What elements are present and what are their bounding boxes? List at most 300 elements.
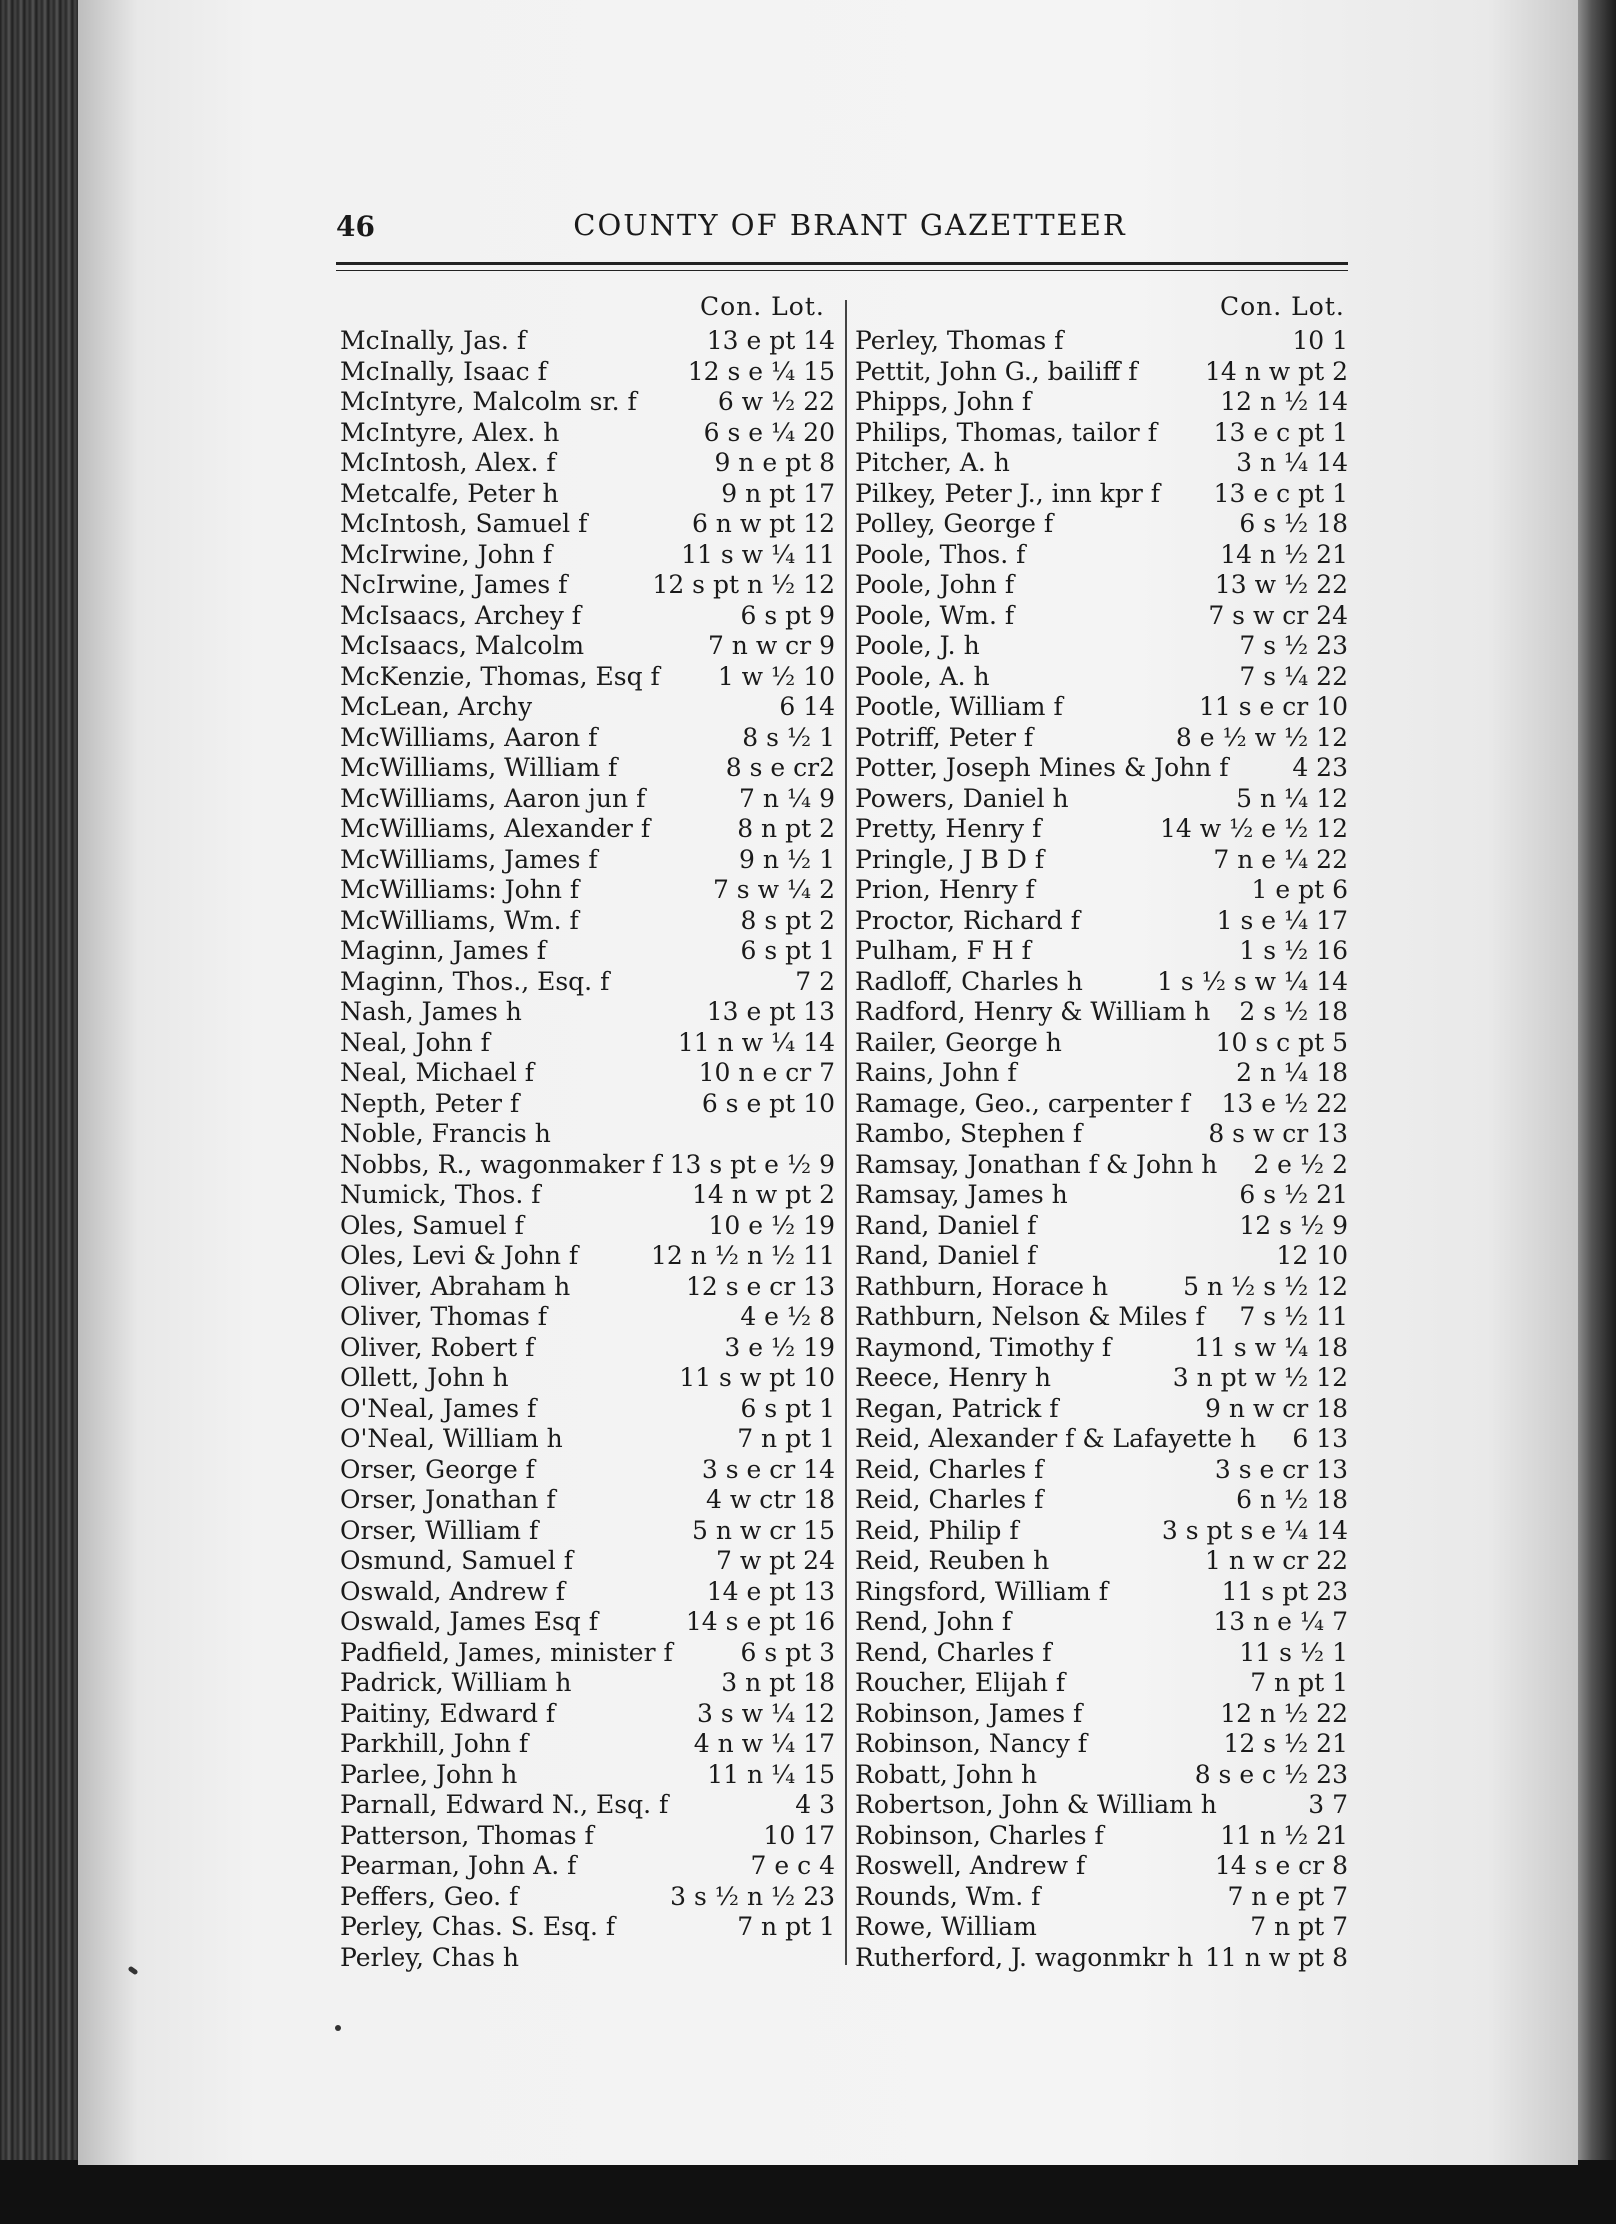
entry-name: McLean, Archy	[340, 692, 533, 721]
entry-name: Rains, John f	[855, 1058, 1017, 1087]
directory-entry	[855, 845, 1348, 876]
entry-con-lot: 13 e pt 14	[706, 326, 835, 355]
directory-entry	[340, 1668, 835, 1699]
entry-name: Robatt, John h	[855, 1759, 1038, 1789]
entry-con-lot: 11 n ¼ 15	[707, 1759, 835, 1789]
directory-entry	[855, 387, 1348, 418]
directory-entry	[340, 1150, 835, 1181]
directory-entry	[340, 1028, 835, 1059]
entry-con-lot: 3 n ¼ 14	[1236, 448, 1348, 477]
directory-entry	[855, 509, 1348, 540]
header-rule-thin	[336, 270, 1348, 271]
directory-entry	[855, 1821, 1348, 1852]
directory-entry	[340, 1485, 835, 1516]
entry-con-lot: 11 s pt 23	[1221, 1576, 1348, 1606]
directory-entry	[855, 479, 1348, 510]
entry-name: Reid, Charles f	[855, 1454, 1044, 1484]
directory-entry	[340, 1211, 835, 1242]
entry-con-lot: 10 17	[763, 1820, 835, 1850]
entry-name: McWilliams, Alexander f	[340, 814, 651, 843]
entry-name: McIsaacs, Malcolm	[340, 631, 585, 660]
entry-name: Poole, J. h	[855, 631, 980, 660]
entry-con-lot: 4 e ½ 8	[740, 1302, 835, 1331]
entry-con-lot: 7 e c 4	[750, 1851, 835, 1880]
entry-con-lot: 14 n ½ 21	[1220, 539, 1348, 569]
entry-con-lot: 1 s ½ s w ¼ 14	[1157, 966, 1348, 996]
directory-entry	[855, 1912, 1348, 1943]
directory-entry	[855, 1424, 1348, 1455]
entry-con-lot: 7 n pt 1	[1250, 1668, 1348, 1697]
entry-name: McInally, Jas. f	[340, 326, 527, 355]
entry-con-lot: 7 n e pt 7	[1227, 1881, 1348, 1911]
directory-entry	[340, 418, 835, 449]
directory-entry	[340, 1333, 835, 1364]
entry-con-lot: 3 s pt s e ¼ 14	[1161, 1515, 1348, 1545]
directory-entry	[340, 387, 835, 418]
entry-con-lot: 1 s ½ 16	[1239, 936, 1348, 965]
entry-con-lot: 8 s w cr 13	[1208, 1119, 1348, 1148]
entry-name: Osmund, Samuel f	[340, 1546, 573, 1575]
entry-name: Pilkey, Peter J., inn kpr f	[855, 478, 1161, 508]
entry-name: Poole, John f	[855, 570, 1015, 599]
ink-dot	[335, 2025, 341, 2031]
entry-name: Robinson, Charles f	[855, 1820, 1104, 1850]
entry-con-lot: 3 n pt 18	[721, 1668, 835, 1697]
directory-entry	[855, 1607, 1348, 1638]
directory-entry	[340, 1577, 835, 1608]
directory-entry	[855, 1272, 1348, 1303]
directory-entry	[855, 1638, 1348, 1669]
entry-con-lot: 6 s pt 1	[740, 1393, 835, 1423]
entry-con-lot: 8 s ½ 1	[742, 722, 835, 752]
directory-entry	[340, 1394, 835, 1425]
entry-con-lot: 6 s ½ 18	[1239, 509, 1348, 538]
entry-name: Perley, Chas. S. Esq. f	[340, 1912, 616, 1941]
entry-con-lot: 14 e pt 13	[706, 1576, 835, 1606]
entry-con-lot: 4 3	[795, 1790, 835, 1819]
entry-name: Radloff, Charles h	[855, 966, 1083, 996]
entry-name: McWilliams: John f	[340, 875, 580, 904]
entry-con-lot: 8 e ½ w ½ 12	[1175, 722, 1348, 752]
entry-name: NcIrwine, James f	[340, 570, 568, 599]
entry-con-lot: 10 s c pt 5	[1215, 1027, 1348, 1057]
entry-con-lot: 6 s e pt 10	[701, 1088, 835, 1118]
entry-name: Nash, James h	[340, 997, 522, 1026]
entry-name: Roucher, Elijah f	[855, 1668, 1066, 1697]
entry-con-lot: 3 s e cr 13	[1214, 1454, 1348, 1484]
entry-name: McIntosh, Samuel f	[340, 509, 588, 538]
directory-entry	[855, 326, 1348, 357]
entry-name: Numick, Thos. f	[340, 1180, 541, 1209]
entry-con-lot: 7 n pt 1	[737, 1912, 835, 1941]
entry-name: Pretty, Henry f	[855, 814, 1042, 843]
directory-entry	[855, 1790, 1348, 1821]
directory-entry	[340, 753, 835, 784]
entry-name: Neal, John f	[340, 1027, 490, 1057]
entry-con-lot: 7 w pt 24	[715, 1546, 835, 1575]
entry-name: Maginn, James f	[340, 936, 547, 965]
entry-con-lot: 6 s ½ 21	[1239, 1180, 1348, 1209]
entry-name: McIsaacs, Archey f	[340, 600, 582, 630]
directory-entry	[855, 723, 1348, 754]
entry-name: Perley, Chas h	[340, 1942, 519, 1972]
directory-entry	[855, 1516, 1348, 1547]
directory-entry	[855, 1302, 1348, 1333]
column-divider	[845, 300, 847, 1965]
directory-entry	[855, 1363, 1348, 1394]
entry-con-lot: 6 n w pt 12	[691, 509, 835, 538]
entry-name: Orser, William f	[340, 1515, 539, 1545]
directory-entry	[340, 1851, 835, 1882]
entry-con-lot: 2 s ½ 18	[1239, 997, 1348, 1026]
directory-entry	[855, 631, 1348, 662]
directory-entry	[855, 814, 1348, 845]
directory-entry	[855, 448, 1348, 479]
entry-name: Poole, Wm. f	[855, 600, 1015, 630]
entry-con-lot: 9 n pt 17	[721, 478, 835, 508]
directory-entry	[340, 570, 835, 601]
entry-name: Polley, George f	[855, 509, 1054, 538]
entry-name: Ramsay, James h	[855, 1180, 1068, 1209]
entry-con-lot: 13 e ½ 22	[1221, 1088, 1348, 1118]
directory-entry	[855, 1455, 1348, 1486]
entry-name: Ramage, Geo., carpenter f	[855, 1088, 1190, 1118]
directory-entry	[855, 1546, 1348, 1577]
directory-entry	[340, 1729, 835, 1760]
entry-name: Metcalfe, Peter h	[340, 478, 559, 508]
entry-name: Parnall, Edward N., Esq. f	[340, 1790, 669, 1819]
entry-name: Pearman, John A. f	[340, 1851, 577, 1880]
entry-name: Oles, Samuel f	[340, 1210, 524, 1240]
directory-entry	[855, 875, 1348, 906]
entry-name: Oliver, Robert f	[340, 1332, 535, 1362]
directory-entry	[340, 326, 835, 357]
entry-con-lot: 11 s w pt 10	[679, 1363, 835, 1392]
entry-con-lot: 11 n w ¼ 14	[677, 1027, 835, 1057]
entry-name: Reid, Philip f	[855, 1515, 1019, 1545]
right-column-entries	[855, 326, 1348, 1973]
entry-con-lot: 3 n pt w ½ 12	[1172, 1363, 1348, 1392]
entry-con-lot: 5 n w cr 15	[692, 1515, 835, 1545]
directory-entry	[340, 1607, 835, 1638]
directory-entry	[855, 1577, 1348, 1608]
directory-entry	[340, 967, 835, 998]
entry-con-lot: 11 s ½ 1	[1239, 1637, 1348, 1667]
entry-name: Rathburn, Horace h	[855, 1271, 1109, 1301]
entry-name: Rambo, Stephen f	[855, 1119, 1083, 1148]
entry-con-lot: 4 23	[1292, 753, 1348, 782]
entry-con-lot: 6 w ½ 22	[717, 387, 835, 416]
directory-entry	[855, 1241, 1348, 1272]
entry-name: Powers, Daniel h	[855, 783, 1069, 813]
entry-name: Prion, Henry f	[855, 875, 1035, 904]
entry-name: Rounds, Wm. f	[855, 1881, 1041, 1911]
entry-name: Potriff, Peter f	[855, 722, 1034, 752]
entry-name: Reid, Alexander f & Lafayette h	[855, 1424, 1257, 1453]
entry-con-lot: 10 n e cr 7	[698, 1058, 835, 1087]
directory-entry	[340, 814, 835, 845]
entry-name: Reid, Reuben h	[855, 1546, 1050, 1575]
entry-con-lot: 7 s w ¼ 2	[712, 875, 835, 904]
directory-entry	[855, 1150, 1348, 1181]
entry-con-lot: 14 s e pt 16	[685, 1607, 835, 1636]
entry-con-lot: 6 s pt 9	[740, 600, 835, 630]
entry-name: Philips, Thomas, tailor f	[855, 417, 1157, 447]
directory-entry	[340, 723, 835, 754]
directory-entry	[340, 479, 835, 510]
entry-con-lot: 9 n w cr 18	[1205, 1393, 1348, 1423]
left-column-header: Con. Lot.	[700, 292, 825, 321]
directory-entry	[340, 997, 835, 1028]
entry-con-lot: 12 s ½ 21	[1223, 1729, 1348, 1758]
entry-con-lot: 13 s pt e ½ 9	[669, 1149, 835, 1179]
entry-name: McIntyre, Alex. h	[340, 417, 560, 447]
directory-entry	[340, 1363, 835, 1394]
entry-con-lot: 14 n w pt 2	[1204, 356, 1348, 386]
entry-con-lot: 12 s e ¼ 15	[687, 356, 835, 386]
entry-con-lot: 2 n ¼ 18	[1236, 1058, 1348, 1087]
entry-con-lot: 3 7	[1308, 1790, 1348, 1819]
directory-entry	[855, 1211, 1348, 1242]
directory-entry	[340, 1516, 835, 1547]
directory-entry	[855, 906, 1348, 937]
directory-entry	[855, 997, 1348, 1028]
entry-con-lot: 3 e ½ 19	[724, 1332, 835, 1362]
entry-con-lot: 12 s ½ 9	[1239, 1210, 1348, 1240]
entry-name: McWilliams, James f	[340, 844, 598, 874]
entry-name: Noble, Francis h	[340, 1119, 551, 1148]
directory-entry	[340, 662, 835, 693]
entry-con-lot: 8 n pt 2	[737, 814, 835, 843]
entry-name: Pootle, William f	[855, 692, 1063, 721]
directory-entry	[340, 1302, 835, 1333]
entry-name: Oswald, James Esq f	[340, 1607, 599, 1636]
running-head: COUNTY OF BRANT GAZETTEER	[573, 208, 1127, 242]
directory-entry	[340, 1638, 835, 1669]
entry-con-lot: 7 n pt 1	[737, 1424, 835, 1453]
entry-name: Patterson, Thomas f	[340, 1820, 594, 1850]
entry-name: Robinson, Nancy f	[855, 1729, 1088, 1758]
directory-entry	[340, 1546, 835, 1577]
entry-name: Oles, Levi & John f	[340, 1241, 579, 1270]
entry-con-lot: 6 n ½ 18	[1236, 1485, 1348, 1514]
entry-con-lot: 8 s e c ½ 23	[1194, 1759, 1348, 1789]
scan-right-edge	[1575, 0, 1616, 2224]
entry-name: Maginn, Thos., Esq. f	[340, 966, 610, 996]
entry-name: Rend, John f	[855, 1607, 1012, 1636]
directory-entry	[855, 1882, 1348, 1913]
entry-name: McIntyre, Malcolm sr. f	[340, 387, 637, 416]
directory-entry	[340, 1790, 835, 1821]
directory-entry	[340, 448, 835, 479]
entry-name: Orser, Jonathan f	[340, 1485, 556, 1514]
entry-name: Orser, George f	[340, 1454, 535, 1484]
entry-name: Poole, A. h	[855, 661, 990, 691]
entry-con-lot: 7 n w cr 9	[707, 631, 835, 660]
entry-con-lot: 12 n ½ n ½ 11	[650, 1241, 835, 1270]
directory-entry	[855, 753, 1348, 784]
directory-entry	[855, 418, 1348, 449]
entry-name: Rutherford, J. wagonmkr h	[855, 1942, 1194, 1972]
directory-entry	[340, 631, 835, 662]
entry-con-lot: 5 n ¼ 12	[1236, 783, 1348, 813]
entry-con-lot: 7 s ½ 23	[1239, 631, 1348, 660]
directory-entry	[340, 540, 835, 571]
entry-con-lot: 11 n ½ 21	[1220, 1820, 1348, 1850]
entry-name: Nepth, Peter f	[340, 1088, 520, 1118]
entry-name: Padfield, James, minister f	[340, 1637, 673, 1667]
left-column-entries	[340, 326, 835, 1973]
entry-name: Parlee, John h	[340, 1759, 518, 1789]
entry-name: Radford, Henry & William h	[855, 997, 1211, 1026]
entry-con-lot: 12 n ½ 14	[1220, 387, 1348, 416]
entry-name: Rand, Daniel f	[855, 1210, 1037, 1240]
entry-con-lot: 14 s e cr 8	[1214, 1851, 1348, 1880]
entry-name: Ringsford, William f	[855, 1576, 1108, 1606]
entry-con-lot: 6 s pt 1	[740, 936, 835, 965]
entry-name: Rowe, William	[855, 1912, 1037, 1941]
directory-entry	[340, 845, 835, 876]
entry-name: Pettit, John G., bailiff f	[855, 356, 1138, 386]
directory-entry	[340, 1180, 835, 1211]
directory-entry	[855, 1943, 1348, 1974]
entry-con-lot: 1 w ½ 10	[717, 661, 835, 691]
directory-entry	[855, 1699, 1348, 1730]
entry-con-lot: 7 n e ¼ 22	[1213, 844, 1348, 874]
directory-entry	[340, 906, 835, 937]
directory-entry	[855, 936, 1348, 967]
right-column-header: Con. Lot.	[1220, 292, 1345, 321]
entry-con-lot: 10 e ½ 19	[708, 1210, 835, 1240]
directory-entry	[340, 784, 835, 815]
entry-name: Oliver, Abraham h	[340, 1271, 571, 1301]
entry-name: McInally, Isaac f	[340, 356, 547, 386]
entry-con-lot: 12 s pt n ½ 12	[652, 570, 835, 599]
entry-name: Rand, Daniel f	[855, 1241, 1037, 1270]
entry-name: Perley, Thomas f	[855, 326, 1064, 355]
entry-con-lot: 5 n ½ s ½ 12	[1183, 1271, 1348, 1301]
directory-entry	[855, 1089, 1348, 1120]
entry-name: Pulham, F H f	[855, 936, 1031, 965]
entry-name: O'Neal, James f	[340, 1393, 537, 1423]
entry-name: Robertson, John & William h	[855, 1790, 1217, 1819]
directory-entry	[855, 357, 1348, 388]
entry-name: Railer, George h	[855, 1027, 1062, 1057]
entry-con-lot: 4 n w ¼ 17	[693, 1729, 835, 1758]
entry-name: McIntosh, Alex. f	[340, 448, 556, 477]
entry-name: Peffers, Geo. f	[340, 1881, 519, 1911]
entry-name: McIrwine, John f	[340, 539, 553, 569]
entry-name: Padrick, William h	[340, 1668, 572, 1697]
entry-con-lot: 7 s ½ 11	[1239, 1302, 1348, 1331]
directory-entry	[340, 1089, 835, 1120]
entry-name: Poole, Thos. f	[855, 539, 1026, 569]
directory-entry	[855, 1760, 1348, 1791]
entry-con-lot: 10 1	[1292, 326, 1348, 355]
entry-con-lot: 13 w ½ 22	[1214, 570, 1348, 599]
entry-name: Parkhill, John f	[340, 1729, 529, 1758]
directory-entry	[855, 540, 1348, 571]
entry-con-lot: 8 s e cr2	[725, 753, 835, 782]
entry-con-lot: 14 w ½ e ½ 12	[1159, 814, 1348, 843]
entry-name: McKenzie, Thomas, Esq f	[340, 661, 660, 691]
entry-name: McWilliams, Wm. f	[340, 905, 579, 935]
entry-name: McWilliams, Aaron f	[340, 722, 598, 752]
directory-entry	[855, 1119, 1348, 1150]
directory-entry	[340, 1241, 835, 1272]
entry-con-lot: 7 n pt 7	[1250, 1912, 1348, 1941]
entry-name: Regan, Patrick f	[855, 1393, 1059, 1423]
directory-entry	[340, 601, 835, 632]
directory-entry	[855, 662, 1348, 693]
entry-name: Rend, Charles f	[855, 1637, 1052, 1667]
entry-name: Pitcher, A. h	[855, 448, 1010, 477]
entry-name: Oliver, Thomas f	[340, 1302, 547, 1331]
directory-entry	[340, 357, 835, 388]
entry-name: Reece, Henry h	[855, 1363, 1051, 1392]
directory-entry	[340, 509, 835, 540]
directory-entry	[855, 1485, 1348, 1516]
directory-entry	[855, 784, 1348, 815]
directory-entry	[855, 692, 1348, 723]
entry-con-lot: 12 n ½ 22	[1220, 1698, 1348, 1728]
directory-entry	[855, 1180, 1348, 1211]
directory-entry	[855, 570, 1348, 601]
entry-con-lot: 13 n e ¼ 7	[1213, 1607, 1348, 1636]
entry-con-lot: 1 n w cr 22	[1205, 1546, 1348, 1575]
entry-con-lot: 9 n ½ 1	[739, 844, 835, 874]
entry-con-lot: 3 s e cr 14	[701, 1454, 835, 1484]
directory-entry	[340, 1760, 835, 1791]
entry-name: Neal, Michael f	[340, 1058, 535, 1087]
directory-entry	[340, 875, 835, 906]
directory-entry	[855, 1028, 1348, 1059]
scan-left-edge	[0, 0, 78, 2224]
entry-con-lot: 2 e ½ 2	[1253, 1149, 1348, 1179]
directory-entry	[340, 1943, 835, 1974]
entry-con-lot: 4 w ctr 18	[706, 1485, 835, 1514]
entry-con-lot: 3 s ½ n ½ 23	[670, 1881, 835, 1911]
directory-entry	[855, 1394, 1348, 1425]
entry-con-lot: 7 s w cr 24	[1208, 600, 1348, 630]
entry-con-lot: 11 s e cr 10	[1199, 692, 1348, 721]
entry-con-lot: 9 n e pt 8	[714, 448, 835, 477]
entry-con-lot: 6 s pt 3	[740, 1637, 835, 1667]
entry-con-lot: 6 13	[1292, 1424, 1348, 1453]
directory-entry	[340, 1912, 835, 1943]
entry-name: Oswald, Andrew f	[340, 1576, 566, 1606]
entry-con-lot: 6 14	[779, 692, 835, 721]
entry-con-lot: 14 n w pt 2	[691, 1180, 835, 1209]
directory-entry	[855, 1058, 1348, 1089]
entry-con-lot: 12 10	[1276, 1241, 1348, 1270]
entry-name: Nobbs, R., wagonmaker f	[340, 1149, 662, 1179]
directory-entry	[855, 1333, 1348, 1364]
entry-name: McWilliams, Aaron jun f	[340, 783, 646, 813]
entry-name: Paitiny, Edward f	[340, 1698, 556, 1728]
entry-name: Robinson, James f	[855, 1698, 1083, 1728]
entry-con-lot: 7 n ¼ 9	[739, 783, 835, 813]
entry-name: McWilliams, William f	[340, 753, 618, 782]
entry-con-lot: 7 2	[795, 966, 835, 996]
scan-bottom-edge	[0, 2160, 1616, 2224]
entry-con-lot: 11 s w ¼ 18	[1194, 1332, 1348, 1362]
directory-entry	[340, 1882, 835, 1913]
directory-entry	[855, 1729, 1348, 1760]
entry-name: Reid, Charles f	[855, 1485, 1044, 1514]
entry-con-lot: 7 s ¼ 22	[1239, 661, 1348, 691]
entry-con-lot: 11 s w ¼ 11	[681, 539, 835, 569]
